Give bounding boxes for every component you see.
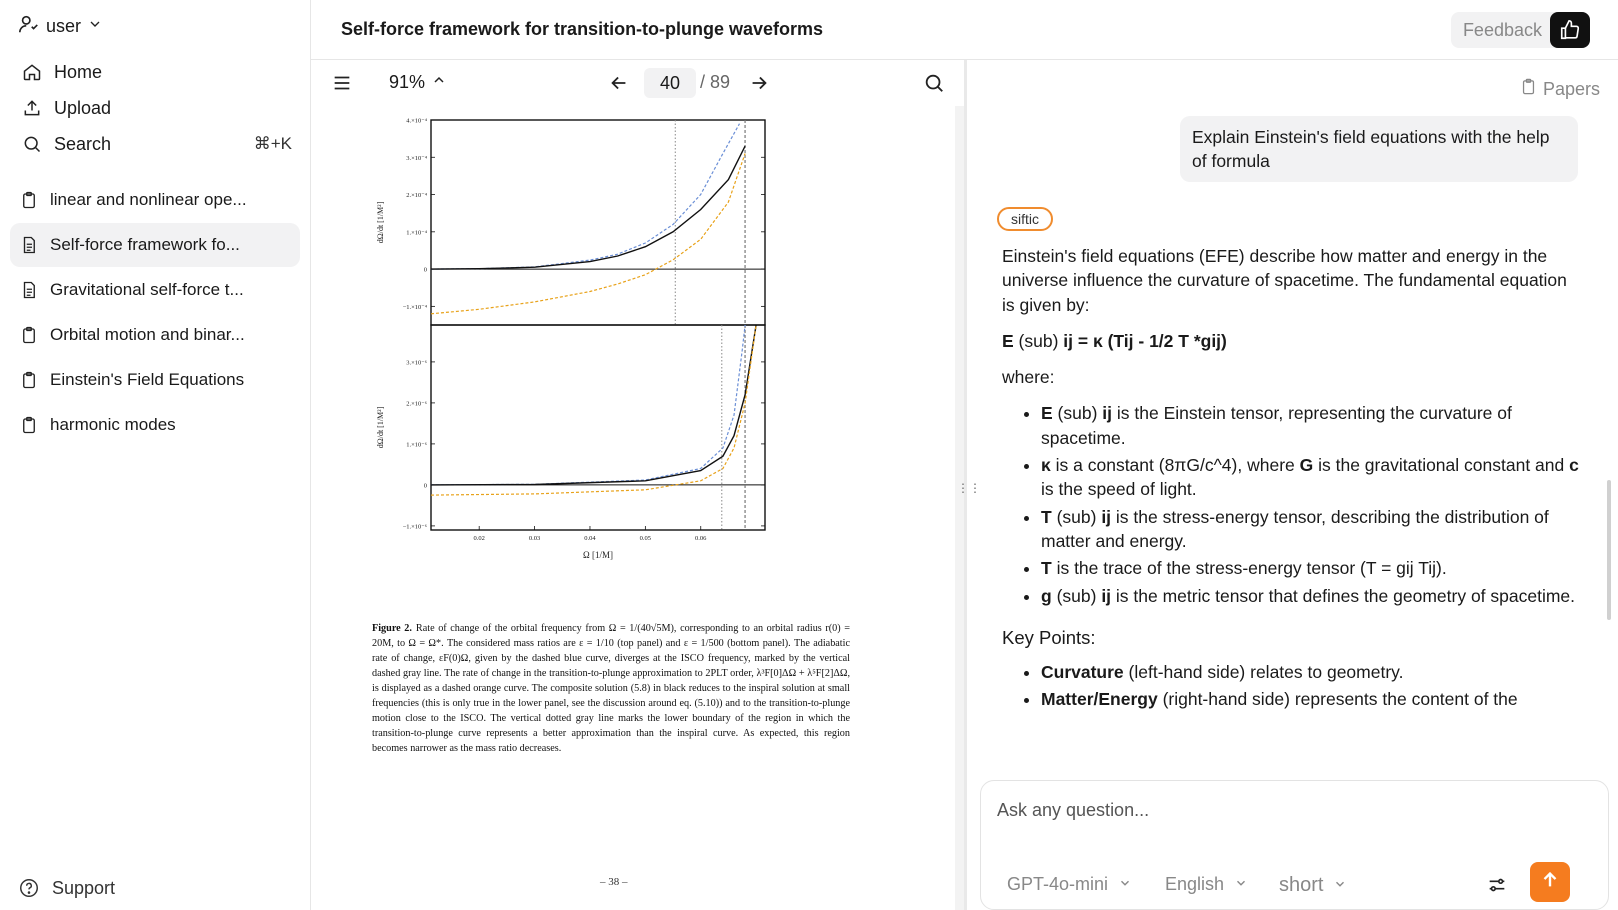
feedback-button[interactable] bbox=[1451, 12, 1590, 48]
clipboard-icon bbox=[20, 371, 38, 389]
doc-item[interactable] bbox=[10, 178, 300, 222]
source-badge[interactable]: siftic bbox=[997, 207, 1053, 231]
thumbs-up-icon bbox=[1550, 12, 1590, 48]
support-label: Support bbox=[52, 877, 116, 898]
page-total: / 89 bbox=[700, 72, 731, 92]
drag-handle-icon[interactable]: ⋮⋮ bbox=[957, 481, 981, 495]
term: ij bbox=[1101, 506, 1112, 527]
term: T bbox=[1041, 558, 1052, 579]
model-value: GPT-4o-mini bbox=[1007, 874, 1109, 894]
model-selector[interactable] bbox=[1007, 874, 1132, 895]
length-selector[interactable] bbox=[1279, 874, 1347, 897]
y-tick-label: 1.×10⁻⁶ bbox=[406, 441, 427, 449]
arrow-left-icon[interactable] bbox=[608, 72, 630, 94]
chevron-down-icon bbox=[1333, 874, 1347, 897]
term: Matter/Energy bbox=[1041, 689, 1158, 710]
series-line-blue-dashed bbox=[431, 325, 745, 485]
y-tick-label: 0 bbox=[423, 266, 427, 274]
list-item bbox=[1041, 660, 1582, 684]
search-shortcut: ⌘+K bbox=[253, 134, 292, 153]
assistant-answer bbox=[1002, 244, 1582, 820]
key-points-heading: Key Points: bbox=[1002, 626, 1096, 648]
eq-part: ij = κ bbox=[1063, 330, 1103, 351]
menu-icon[interactable] bbox=[331, 72, 353, 94]
text: is the speed of light. bbox=[1041, 479, 1197, 500]
text: is the gravitational constant and bbox=[1313, 455, 1570, 476]
language-selector[interactable] bbox=[1165, 874, 1248, 895]
help-icon bbox=[18, 877, 40, 899]
arrow-up-icon bbox=[1539, 869, 1561, 896]
y-tick-label: −1.×10⁻⁴ bbox=[402, 303, 427, 311]
plot-frame bbox=[431, 120, 765, 325]
user-menu[interactable] bbox=[18, 12, 103, 40]
series-line-black bbox=[431, 325, 756, 485]
series-line-blue-dashed bbox=[431, 124, 740, 269]
nav-search-label: Search bbox=[54, 133, 112, 154]
y-axis-label: dΩ/dt [1/M²] bbox=[376, 406, 385, 449]
pdf-search-icon[interactable] bbox=[923, 72, 945, 94]
nav-upload[interactable] bbox=[22, 90, 292, 126]
y-tick-label: −1.×10⁻⁶ bbox=[402, 523, 427, 531]
definitions-list bbox=[1041, 401, 1582, 607]
x-tick-label: 0.02 bbox=[473, 535, 485, 542]
chart-svg bbox=[311, 106, 955, 576]
chevron-up-icon bbox=[431, 72, 447, 93]
zoom-selector[interactable] bbox=[389, 72, 447, 93]
chevron-down-icon bbox=[1234, 874, 1248, 895]
clipboard-icon bbox=[1520, 78, 1537, 100]
term: G bbox=[1299, 455, 1314, 476]
series-line-orange-dashed bbox=[431, 154, 745, 314]
upload-icon bbox=[22, 98, 42, 118]
main-nav bbox=[22, 54, 292, 162]
doc-item[interactable] bbox=[10, 268, 300, 312]
answer-equation bbox=[1002, 329, 1582, 353]
user-icon bbox=[18, 13, 40, 40]
text: is the trace of the stress-energy tensor (T = gij Tij). bbox=[1051, 558, 1447, 579]
x-tick-label: 0.06 bbox=[695, 535, 707, 542]
y-tick-label: 3.×10⁻⁶ bbox=[406, 359, 427, 367]
term: κ bbox=[1041, 455, 1051, 476]
series-line-orange-dashed bbox=[431, 325, 756, 495]
nav-search[interactable] bbox=[22, 126, 292, 162]
eq-part: (sub) bbox=[1013, 330, 1064, 351]
zoom-value: 91% bbox=[389, 72, 426, 92]
home-icon bbox=[22, 62, 42, 82]
chevron-down-icon bbox=[1118, 874, 1132, 895]
nav-home-label: Home bbox=[54, 61, 103, 82]
text: (right-hand side) represents the content of the bbox=[1157, 689, 1518, 710]
sidebar bbox=[0, 0, 311, 910]
user-label: user bbox=[46, 15, 82, 36]
doc-item-label: linear and nonlinear ope... bbox=[50, 190, 247, 209]
length-value: short bbox=[1279, 874, 1324, 896]
text: is the metric tensor that defines the geometry of spacetime. bbox=[1111, 585, 1576, 606]
y-tick-label: 1.×10⁻⁴ bbox=[406, 229, 427, 237]
papers-label: Papers bbox=[1542, 78, 1600, 99]
list-item bbox=[1041, 556, 1582, 580]
term: ij bbox=[1102, 403, 1113, 424]
document-icon bbox=[20, 281, 38, 299]
doc-item-label: Gravitational self-force t... bbox=[50, 280, 244, 299]
doc-item-label: Self-force framework fo... bbox=[50, 235, 240, 254]
question-input[interactable] bbox=[997, 795, 1577, 825]
answer-intro: Einstein's field equations (EFE) describe how matter and energy in the universe influence the curvature of spacetime. The fundamental equation is given by: bbox=[1002, 246, 1567, 315]
chevron-down-icon bbox=[87, 16, 103, 37]
text: (left-hand side) relates to geometry. bbox=[1123, 662, 1404, 683]
language-value: English bbox=[1165, 874, 1225, 894]
support-link[interactable] bbox=[18, 877, 115, 899]
chat-composer bbox=[980, 780, 1609, 910]
pdf-toolbar bbox=[311, 60, 967, 106]
y-axis-label: dΩ/dt [1/M²] bbox=[376, 201, 385, 244]
clipboard-icon bbox=[20, 416, 38, 434]
y-tick-label: 2.×10⁻⁴ bbox=[406, 192, 427, 200]
nav-upload-label: Upload bbox=[54, 97, 112, 118]
term: E bbox=[1041, 403, 1053, 424]
y-tick-label: 2.×10⁻⁶ bbox=[406, 400, 427, 408]
list-item bbox=[1041, 401, 1582, 450]
x-tick-label: 0.05 bbox=[639, 535, 652, 542]
feedback-label: Feedback bbox=[1462, 19, 1542, 40]
search-icon bbox=[22, 134, 42, 154]
key-points-list bbox=[1041, 660, 1582, 712]
x-tick-label: 0.03 bbox=[528, 535, 541, 542]
clipboard-icon bbox=[20, 326, 38, 344]
page-number-input[interactable]: 40 bbox=[644, 68, 696, 98]
caption-text: Rate of change of the orbital frequency from Ω = 1/(40√5M), corresponding to an orbital radius r(0) = 20M, to Ω = Ω*. The considered mass ratios are ε = 1/10 (top panel) and ε = 1/500 (bottom panel). The adiabatic rate of change, εF(0)Ω, given by the dashed blue curve, diverges at the ISCO frequency, marked by the vertical dashed gray line. The rate of change in the transition-to-plunge approximation to 2PLT order, λ³F[0]ΔΩ + λ⁵F[2]ΔΩ, is displayed as a dashed orange curve. The composite solution (5.8) in black reduces to the inspiral solution at small frequencies (this is only true in the lower panel, see the discussion around eq. (5.10)) and to the transition-to-plunge motion close to the ISCO. The vertical dotted gray line marks the lower boundary of the region in which the transition-to-plunge curve represents a better approximation than the inspiral curve. As expected, this region becomes narrower as the mass ratio decreases. bbox=[372, 623, 850, 754]
doc-item-label: harmonic modes bbox=[50, 415, 176, 434]
send-button[interactable] bbox=[1530, 862, 1570, 902]
chat-panel bbox=[967, 60, 1618, 910]
document-title: Self-force framework for transition-to-plunge waveforms bbox=[341, 19, 824, 39]
figure-caption bbox=[372, 621, 850, 756]
series-line-black bbox=[431, 146, 745, 269]
caption-label: Figure 2. bbox=[372, 623, 412, 634]
y-tick-label: 0 bbox=[423, 482, 427, 490]
text: is the Einstein tensor, representing the curvature of spacetime. bbox=[1041, 403, 1512, 448]
term: g bbox=[1041, 585, 1052, 606]
list-item bbox=[1041, 453, 1582, 502]
term: c bbox=[1569, 455, 1579, 476]
list-item bbox=[1041, 584, 1582, 608]
arrow-right-icon[interactable] bbox=[748, 72, 770, 94]
text: (sub) bbox=[1051, 585, 1102, 606]
list-item bbox=[1041, 505, 1582, 554]
x-axis-label: Ω [1/M] bbox=[583, 550, 613, 560]
text: (sub) bbox=[1051, 506, 1102, 527]
top-header bbox=[311, 0, 1618, 60]
text: is a constant (8πG/c^4), where bbox=[1050, 455, 1300, 476]
term: Curvature bbox=[1041, 662, 1124, 683]
doc-item[interactable] bbox=[10, 358, 300, 402]
doc-item[interactable] bbox=[10, 403, 300, 447]
text: is the stress-energy tensor, describing the distribution of matter and energy. bbox=[1041, 506, 1549, 551]
clipboard-icon bbox=[20, 191, 38, 209]
sliders-icon[interactable] bbox=[1486, 874, 1508, 896]
doc-item-label: Einstein's Field Equations bbox=[50, 370, 245, 389]
papers-button[interactable] bbox=[1520, 78, 1600, 100]
eq-part: (Tij - 1/2 T *gij) bbox=[1102, 330, 1227, 351]
nav-home[interactable] bbox=[22, 54, 292, 90]
term: T bbox=[1041, 506, 1052, 527]
page-footer-number: – 38 – bbox=[600, 876, 628, 888]
text: (sub) bbox=[1052, 403, 1103, 424]
doc-item[interactable] bbox=[10, 313, 300, 357]
term: ij bbox=[1101, 585, 1112, 606]
y-tick-label: 3.×10⁻⁴ bbox=[406, 154, 427, 162]
chat-scrollbar[interactable] bbox=[1607, 480, 1611, 620]
pdf-page bbox=[311, 106, 955, 910]
document-icon bbox=[20, 236, 38, 254]
eq-part: E bbox=[1002, 330, 1014, 351]
document-list bbox=[10, 178, 300, 448]
x-tick-label: 0.04 bbox=[584, 535, 596, 542]
doc-item-label: Orbital motion and binar... bbox=[50, 325, 245, 344]
list-item bbox=[1041, 687, 1582, 711]
doc-item-active[interactable] bbox=[10, 223, 300, 267]
y-tick-label: 4.×10⁻⁴ bbox=[406, 117, 427, 125]
plot-frame bbox=[431, 325, 765, 530]
user-message: Explain Einstein's field equations with the help of formula bbox=[1180, 116, 1578, 182]
answer-where: where: bbox=[1002, 367, 1055, 388]
